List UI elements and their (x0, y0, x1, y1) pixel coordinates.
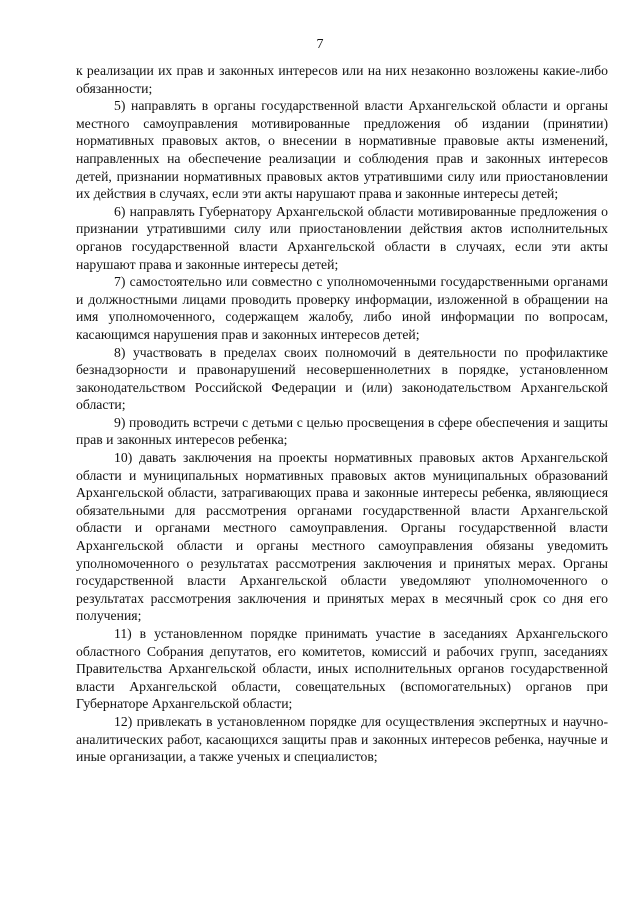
paragraph-item-5: 5) направлять в органы государственной власти Архангельской области и органы местного самоуправления мотивированные предложения об издании (принятии) нормативных правовых актов, о внесении в нормативные правовые акты изменений, направленных на обеспечение реализации и соблюдения прав и законных интересов детей, признании нормативных правовых актов утратившими силу или приостановлении их действия в случаях, если эти акты нарушают права и законные интересы детей; (76, 98, 608, 202)
paragraph-continuation: к реализации их прав и законных интересов или на них незаконно возложены какие-либо обязанности; (76, 63, 608, 96)
paragraph-item-7: 7) самостоятельно или совместно с уполномоченными государственными органами и должностными лицами проводить проверку информации, изложенной в обращении на имя уполномоченного, содержащем жалобу, либо иной информации по вопросам, касающимся нарушения прав и законных интересов детей; (76, 274, 608, 342)
paragraph-item-9: 9) проводить встречи с детьми с целью просвещения в сфере обеспечения и защиты прав и законных интересов ребенка; (76, 414, 608, 448)
paragraph-item-11: 11) в установленном порядке принимать участие в заседаниях Архангельского областного Собрания депутатов, его комитетов, комиссий и рабочих групп, заседаниях Правительства Архангельской области, иных исполнительных органов государственной власти Архангельской области, совещательных (вспомогательных) органов при Губернаторе Архангельской области; (76, 626, 608, 712)
page-number: 7 (316, 37, 324, 52)
paragraph-item-6: 6) направлять Губернатору Архангельской области мотивированные предложения о признании утратившими силу или приостановлении действия актов исполнительных органов государственной власти Архангельской области в случаях, если эти акты нарушают права и законные интересы детей; (76, 203, 608, 272)
paragraph-item-10: 10) давать заключения на проекты нормативных правовых актов Архангельской области и муниципальных нормативных правовых актов муниципальных образований Архангельской области, затрагивающих права и законные интересы ребенка, являющиеся обязательными для рассмотрения органами государственной власти Архангельской области и органами местного самоуправления. Органы государственной власти Архангельской области и органы местного самоуправления обязаны уведомить уполномоченного о результатах рассмотрения заключения и принятых мерах. Органы государственной власти Архангельской области уведомляют уполномоченного о результатах рассмотрения заключения и принятых мерах в месячный срок со дня его получения; (76, 450, 608, 624)
document-body (76, 62, 608, 766)
paragraph-item-8: 8) участвовать в пределах своих полномочий в деятельности по профилактике безнадзорности и правонарушений несовершеннолетних в порядке, установленном законодательством Российской Федерации и (или) законодательством Архангельской области; (76, 344, 608, 413)
paragraph-item-12: 12) привлекать в установленном порядке для осуществления экспертных и научно-аналитических работ, касающихся защиты прав и законных интересов ребенка, научные и иные организации, а также ученых и специалистов; (76, 713, 608, 765)
